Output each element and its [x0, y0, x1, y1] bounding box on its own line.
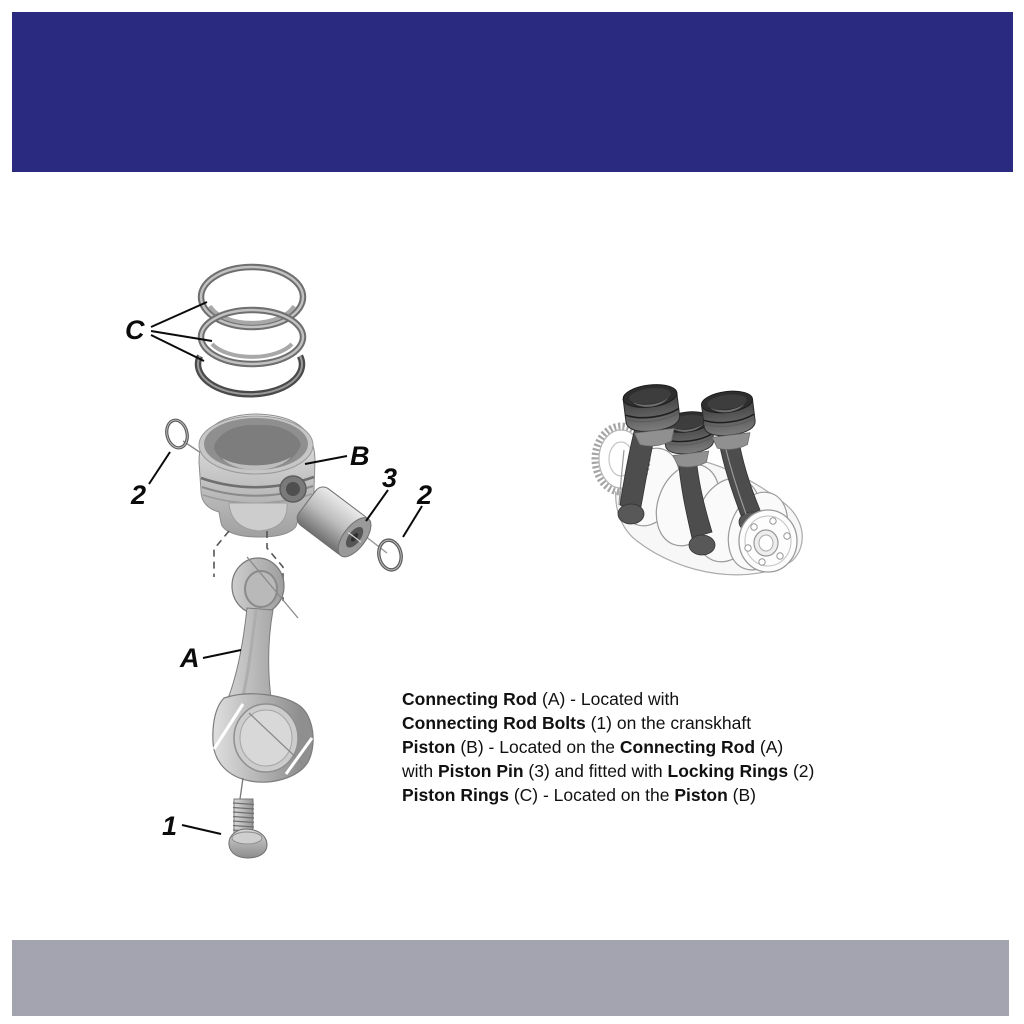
part-name: Connecting Rod — [619, 737, 756, 757]
callout-locking-ring-right — [403, 480, 432, 537]
callout-connecting-rod — [179, 643, 241, 673]
part-name: Connecting Rod — [402, 689, 538, 709]
part-name: Connecting Rod Bolts — [402, 713, 586, 733]
crank-flange-drawing — [739, 510, 797, 572]
description-text: (A) - Located with — [537, 689, 680, 709]
label-2-left: 2 — [131, 480, 147, 510]
description-line-1 — [402, 687, 902, 711]
description-text: (B) - Located on the — [455, 737, 620, 757]
label-c: C — [125, 315, 145, 345]
parts-description — [402, 687, 902, 807]
bolt-drawing — [229, 778, 267, 858]
callout-locking-ring-left — [130, 452, 170, 510]
description-line-4 — [402, 759, 902, 783]
callout-bolt — [162, 811, 221, 841]
callout-piston-pin — [366, 463, 397, 521]
part-name: Piston Rings — [402, 785, 509, 805]
description-line-2 — [402, 711, 902, 735]
description-line-5 — [402, 783, 902, 807]
description-text: (B) — [727, 785, 757, 805]
piston-rings-drawing — [198, 267, 303, 394]
description-line-3 — [402, 735, 902, 759]
label-b: B — [350, 441, 370, 471]
description-text: with — [402, 761, 438, 781]
description-text: (3) and fitted with — [523, 761, 668, 781]
connecting-rod-drawing — [213, 557, 313, 782]
description-text: (2) — [788, 761, 815, 781]
footer-band — [12, 940, 1009, 1016]
description-text: (A) — [755, 737, 784, 757]
description-text: (C) - Located on the — [508, 785, 675, 805]
part-name: Locking Rings — [667, 761, 789, 781]
part-name: Piston Pin — [437, 761, 524, 781]
part-name: Piston — [674, 785, 728, 805]
description-text: (1) on the cranskhaft — [585, 713, 752, 733]
label-1: 1 — [162, 811, 178, 841]
locking-ring-right-drawing — [376, 538, 404, 572]
part-name: Piston — [402, 737, 456, 757]
crankshaft-assembly-drawing — [595, 382, 802, 578]
label-3: 3 — [382, 463, 398, 493]
label-a: A — [180, 643, 200, 673]
label-2-right: 2 — [417, 480, 433, 510]
